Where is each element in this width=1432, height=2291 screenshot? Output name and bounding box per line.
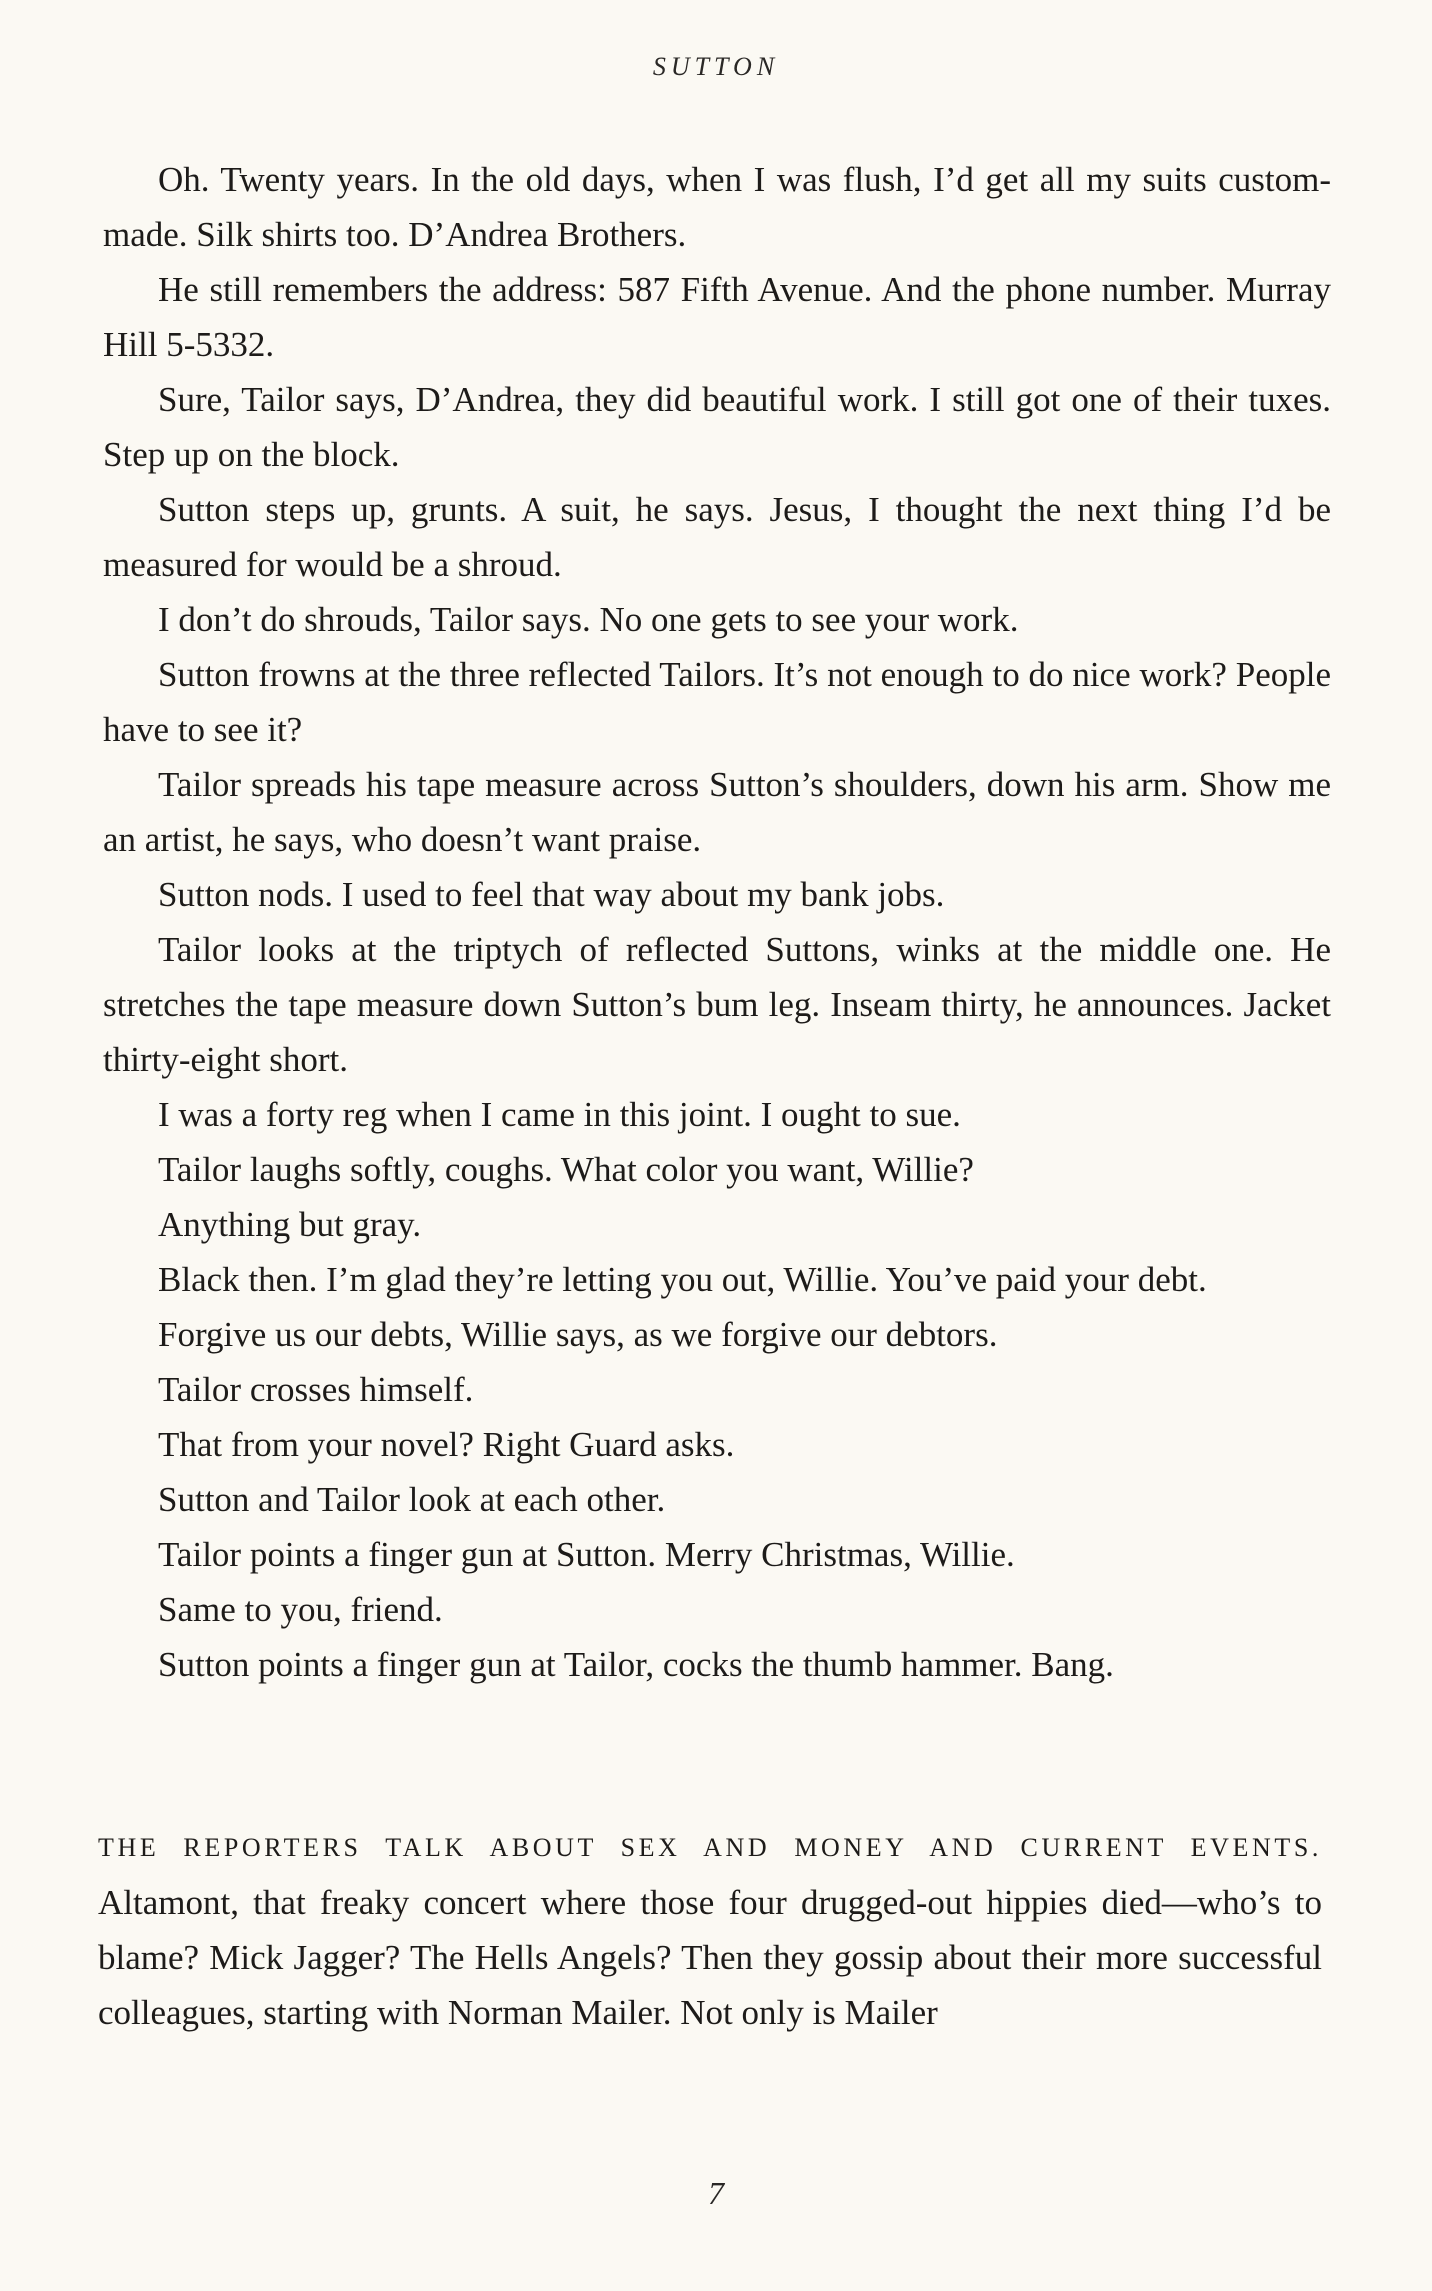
paragraph: Tailor spreads his tape measure across Sutton’s shoulders, down his arm. Show me an artist, he says, who doesn’t want praise. bbox=[103, 765, 1331, 859]
page-number: 7 bbox=[708, 2175, 724, 2211]
paragraph: Forgive us our debts, Willie says, as we forgive our debtors. bbox=[158, 1315, 998, 1354]
paragraph: Oh. Twenty years. In the old days, when I was flush, I’d get all my suits custom-made. Silk shirts too. D’Andrea Brothers. bbox=[103, 160, 1331, 254]
paragraph: Sutton nods. I used to feel that way about my bank jobs. bbox=[158, 875, 945, 914]
section-opening bbox=[98, 1817, 1322, 2040]
paragraph: Sutton points a finger gun at Tailor, cocks the thumb hammer. Bang. bbox=[158, 1645, 1114, 1684]
paragraph: I don’t do shrouds, Tailor says. No one gets to see your work. bbox=[158, 600, 1019, 639]
paragraph: He still remembers the address: 587 Fifth Avenue. And the phone number. Murray Hill 5-5332. bbox=[103, 270, 1331, 364]
section-text: Altamont, that freaky concert where those four drugged-out hippies died—who’s to blame? Mick Jagger? The Hells Angels? Then they gossip about their more successful colleagues, starting with Norman Mailer. Not only is Mailer bbox=[98, 1883, 1322, 2032]
paragraph: Sutton steps up, grunts. A suit, he says. Jesus, I thought the next thing I’d be measured for would be a shroud. bbox=[103, 490, 1331, 584]
running-head: SUTTON bbox=[652, 52, 780, 81]
paragraph: Tailor crosses himself. bbox=[158, 1370, 474, 1409]
paragraph: I was a forty reg when I came in this joint. I ought to sue. bbox=[158, 1095, 961, 1134]
paragraph: That from your novel? Right Guard asks. bbox=[158, 1425, 735, 1464]
paragraph: Black then. I’m glad they’re letting you out, Willie. You’ve paid your debt. bbox=[158, 1260, 1207, 1299]
paragraph: Tailor laughs softly, coughs. What color you want, Willie? bbox=[158, 1150, 974, 1189]
paragraph: Anything but gray. bbox=[158, 1205, 422, 1244]
section-lead-in: THE REPORTERS TALK ABOUT SEX AND MONEY AND CURRENT EVENTS. bbox=[98, 1833, 1322, 1862]
section-paragraph bbox=[98, 1817, 1322, 2040]
body-text bbox=[103, 152, 1331, 1692]
paragraph: Sutton and Tailor look at each other. bbox=[158, 1480, 666, 1519]
paragraph: Tailor looks at the triptych of reflected Suttons, winks at the middle one. He stretches the tape measure down Sutton’s bum leg. Inseam thirty, he announces. Jacket thirty-eight short. bbox=[103, 930, 1331, 1079]
paragraph: Sutton frowns at the three reflected Tailors. It’s not enough to do nice work? People have to see it? bbox=[103, 655, 1331, 749]
paragraph: Same to you, friend. bbox=[158, 1590, 443, 1629]
paragraph: Tailor points a finger gun at Sutton. Merry Christmas, Willie. bbox=[158, 1535, 1015, 1574]
paragraph: Sure, Tailor says, D’Andrea, they did beautiful work. I still got one of their tuxes. Step up on the block. bbox=[103, 380, 1331, 474]
